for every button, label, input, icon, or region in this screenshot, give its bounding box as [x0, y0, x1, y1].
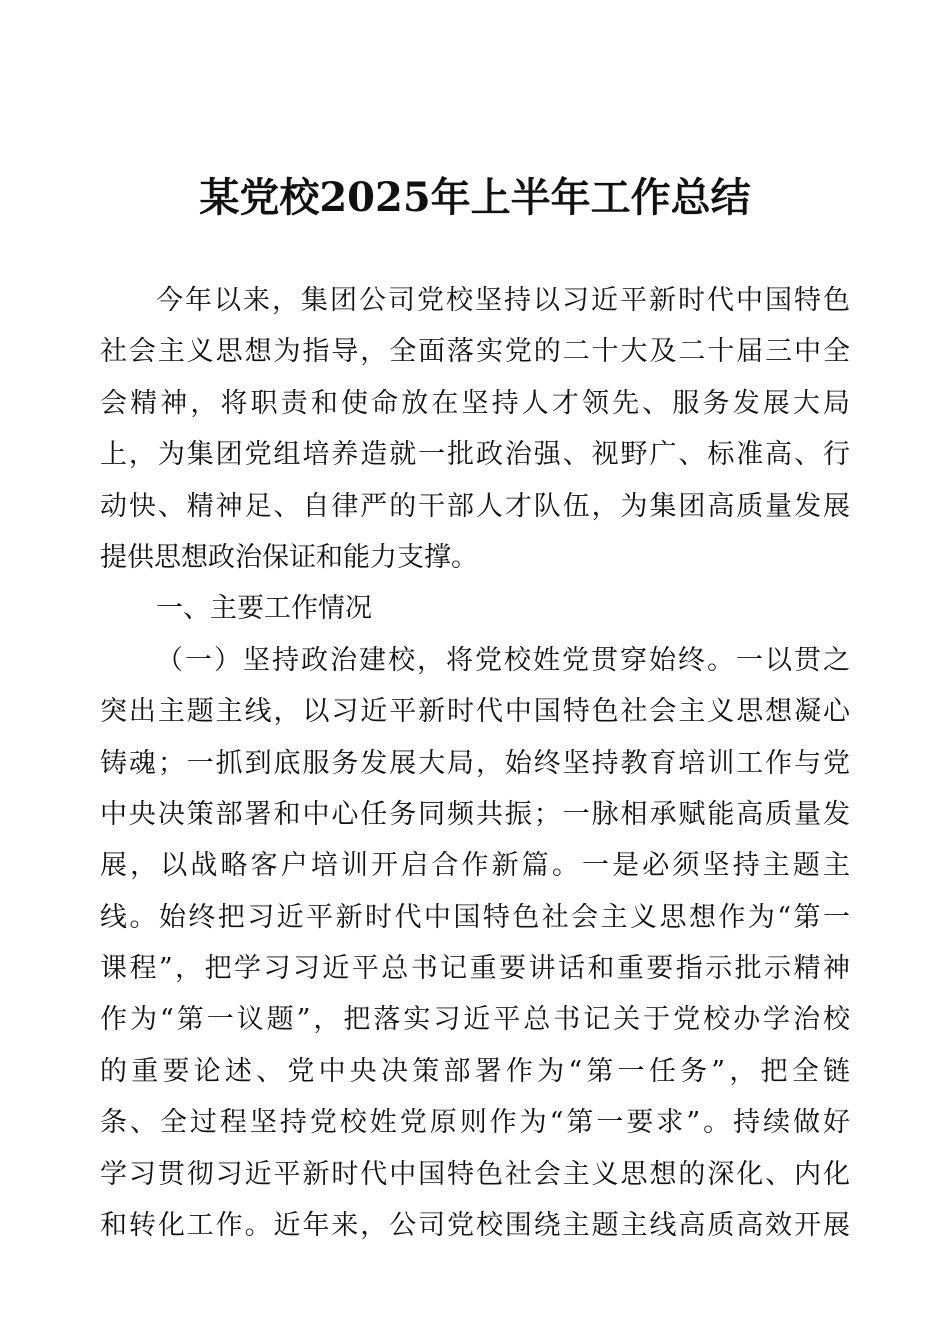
body-line: 作为“第一议题”，把落实习近平总书记关于党校办学治校 — [100, 1004, 850, 1036]
body-line: 展，以战略客户培训开启合作新篇。一是必须坚持主题主 — [100, 850, 850, 882]
body-line: 条、全过程坚持党校姓党原则作为“第一要求”。持续做好 — [100, 1107, 850, 1139]
document-title: 某党校2025年上半年工作总结 — [199, 174, 751, 221]
document-body — [100, 275, 850, 1251]
body-line: 上，为集团党组培养造就一批政治强、视野广、标准高、行 — [100, 439, 850, 471]
body-line: （一）坚持政治建校，将党校姓党贯穿始终。一以贯之 — [156, 644, 850, 676]
body-line: 铸魂；一抓到底服务发展大局，始终坚持教育培训工作与党 — [100, 747, 850, 779]
body-line: 社会主义思想为指导，全面落实党的二十大及二十届三中全 — [100, 336, 850, 368]
body-line: 会精神，将职责和使命放在坚持人才领先、服务发展大局 — [100, 387, 850, 419]
body-line: 和转化工作。近年来，公司党校围绕主题主线高质高效开展 — [100, 1210, 850, 1242]
body-line: 的重要论述、党中央决策部署作为“第一任务”，把全链 — [100, 1055, 850, 1087]
body-line: 提供思想政治保证和能力支撑。 — [100, 541, 478, 573]
body-line: 动快、精神足、自律严的干部人才队伍，为集团高质量发展 — [100, 490, 850, 522]
body-line: 学习贯彻习近平新时代中国特色社会主义思想的深化、内化 — [100, 1158, 850, 1190]
body-line: 突出主题主线，以习近平新时代中国特色社会主义思想凝心 — [100, 696, 850, 728]
body-line: 线。始终把习近平新时代中国特色社会主义思想作为“第一 — [100, 901, 850, 933]
body-line: 一、主要工作情况 — [156, 593, 372, 625]
body-line: 中央决策部署和中心任务同频共振；一脉相承赋能高质量发 — [100, 798, 850, 830]
body-line: 课程”，把学习习近平总书记重要讲话和重要指示批示精神 — [100, 953, 850, 985]
body-line: 今年以来，集团公司党校坚持以习近平新时代中国特色 — [156, 285, 850, 316]
